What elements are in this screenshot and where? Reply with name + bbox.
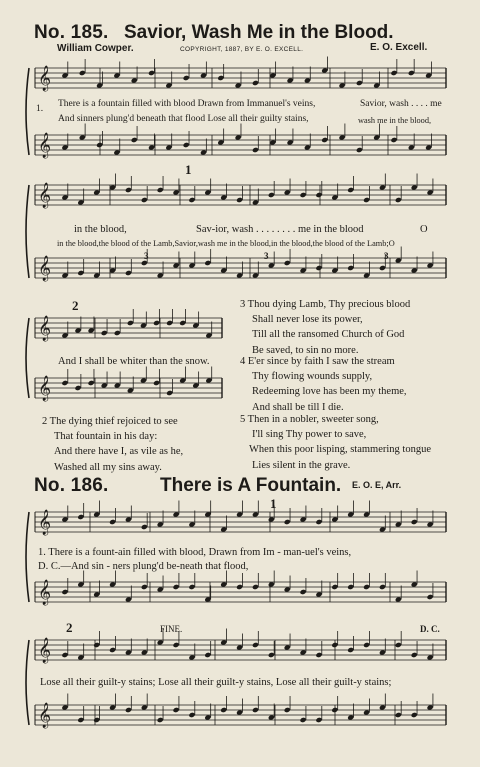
verse-line: Be saved, to sin no more.: [252, 344, 359, 356]
verse-line: Washed all my sins away.: [54, 461, 162, 473]
hymn186-system2-bass-clef: 𝄞: [38, 703, 52, 728]
hymn186-system2-treble-clef: 𝄞: [38, 638, 52, 663]
hymn-185-system-2-lyric-end: O: [420, 224, 428, 235]
hymn185-system1-treble-clef: 𝄞: [38, 66, 52, 91]
hymn185-system3-bass-clef: 𝄞: [38, 376, 52, 401]
verse-line: Shall never lose its power,: [252, 314, 363, 326]
verse-line: That fountain in his day:: [54, 431, 158, 443]
hymn-185-composer: E. O. Excell.: [370, 42, 428, 53]
hymn185-system2-treble-clef: 𝄞: [38, 183, 52, 208]
hymn-185-verse-3: [240, 297, 410, 358]
hymn186-system1-brace: [26, 512, 29, 602]
hymn185-system1-bass-clef: 𝄞: [38, 133, 52, 158]
verse-line: Till all the ransomed Church of God: [252, 329, 405, 341]
hymn-185-number: No. 185.: [34, 22, 109, 43]
hymn-185-ending-mark-1: 1: [185, 162, 192, 177]
triplet-mark: 3: [384, 251, 389, 261]
verse-line: I'll sing Thy power to save,: [252, 429, 367, 441]
hymn-185-lyricist: William Cowper.: [57, 43, 134, 54]
verse-line: Lies silent in the grave.: [252, 459, 351, 471]
hymn-186-lyric-line-1: 1. There is a fount-ain filled with blood, Drawn from Im - man-uel's veins,: [38, 547, 352, 558]
hymn-185-copyright: COPYRIGHT, 1887, BY E. O. EXCELL.: [180, 46, 304, 53]
hymn-185-lyric-line-2-end: wash me in the blood,: [358, 116, 432, 125]
verse-line: Redeeming love has been my theme,: [252, 386, 407, 398]
hymn-185-lyric-line-2: And sinners plung'd beneath that flood Lose all their guilty stains,: [58, 114, 309, 124]
hymn-185-lyric-line-1-end: Savior, wash . . . . me: [360, 99, 442, 109]
hymn-185-verse-2: [42, 414, 183, 475]
triplet-mark: 3: [264, 251, 269, 261]
hymn-186-lyric: Lose all their guilt-y stains; Lose all their guilt-y stains, Lose all their guilt-y stains;: [40, 677, 392, 688]
hymn-185-verse-number: 1.: [36, 104, 44, 114]
verse-line: 3 Thou dying Lamb, Thy precious blood: [240, 299, 411, 310]
hymn-185-system-3-lyric: And I shall be whiter than the snow.: [58, 356, 210, 367]
hymn-186-arranger: E. O. E, Arr.: [352, 480, 402, 490]
hymn-185-title: Savior, Wash Me in the Blood.: [124, 22, 394, 43]
hymn-186-title: There is A Fountain.: [160, 475, 342, 496]
hymn-185-ending-mark-2: 2: [72, 298, 79, 313]
verse-line: Thy flowing wounds supply,: [252, 371, 373, 383]
hymn-186-number: No. 186.: [34, 475, 109, 496]
hymn-185-system-2-lyric-lower: in the blood,the blood of the Lamb,Savior,wash me in the blood,in the blood,the blood of the Lamb;O: [57, 239, 395, 248]
verse-line: 5 Then in a nobler, sweeter song,: [240, 414, 379, 425]
hymn-185-system-2-lyric-mid: Sav-ior, wash . . . . . . . . me in the blood: [196, 224, 364, 235]
hymn185-system3-brace: [26, 318, 29, 398]
hymn-185-system-2-lyric-left: in the blood,: [74, 224, 127, 235]
verse-line: And there have I, as vile as he,: [54, 446, 184, 458]
hymn185-system2-brace: [26, 185, 29, 278]
hymn185-system2-bass-clef: 𝄞: [38, 256, 52, 281]
hymn-186-ending-mark-2: 2: [66, 620, 73, 635]
verse-line: 4 E'er since by faith I saw the stream: [240, 356, 395, 367]
hymn186-system2-brace: [26, 640, 29, 725]
hymn-185-verse-5: [240, 412, 431, 473]
verse-line: When this poor lisping, stammering tongue: [249, 444, 431, 456]
verse-line: And shall be till I die.: [252, 401, 344, 413]
triplet-mark: 3: [144, 251, 149, 261]
hymn186-system1-treble-clef: 𝄞: [38, 510, 52, 535]
dc-marking: D. C.: [420, 624, 440, 634]
hymn-185-verse-4: [240, 354, 407, 415]
hymn185-system3-treble-clef: 𝄞: [38, 316, 52, 341]
hymn185-system1-brace: [26, 68, 29, 155]
hymn-186-ending-mark-1: 1: [270, 496, 277, 511]
fine-marking: FINE.: [160, 624, 183, 634]
hymn-186-lyric-line-2: D. C.—And sin - ners plung'd be-neath that flood,: [38, 561, 249, 572]
hymn-185-lyric-line-1: There is a fountain filled with blood Drawn from Immanuel's veins,: [58, 99, 316, 109]
hymn186-system1-bass-clef: 𝄞: [38, 580, 52, 605]
verse-line: 2 The dying thief rejoiced to see: [42, 416, 178, 427]
